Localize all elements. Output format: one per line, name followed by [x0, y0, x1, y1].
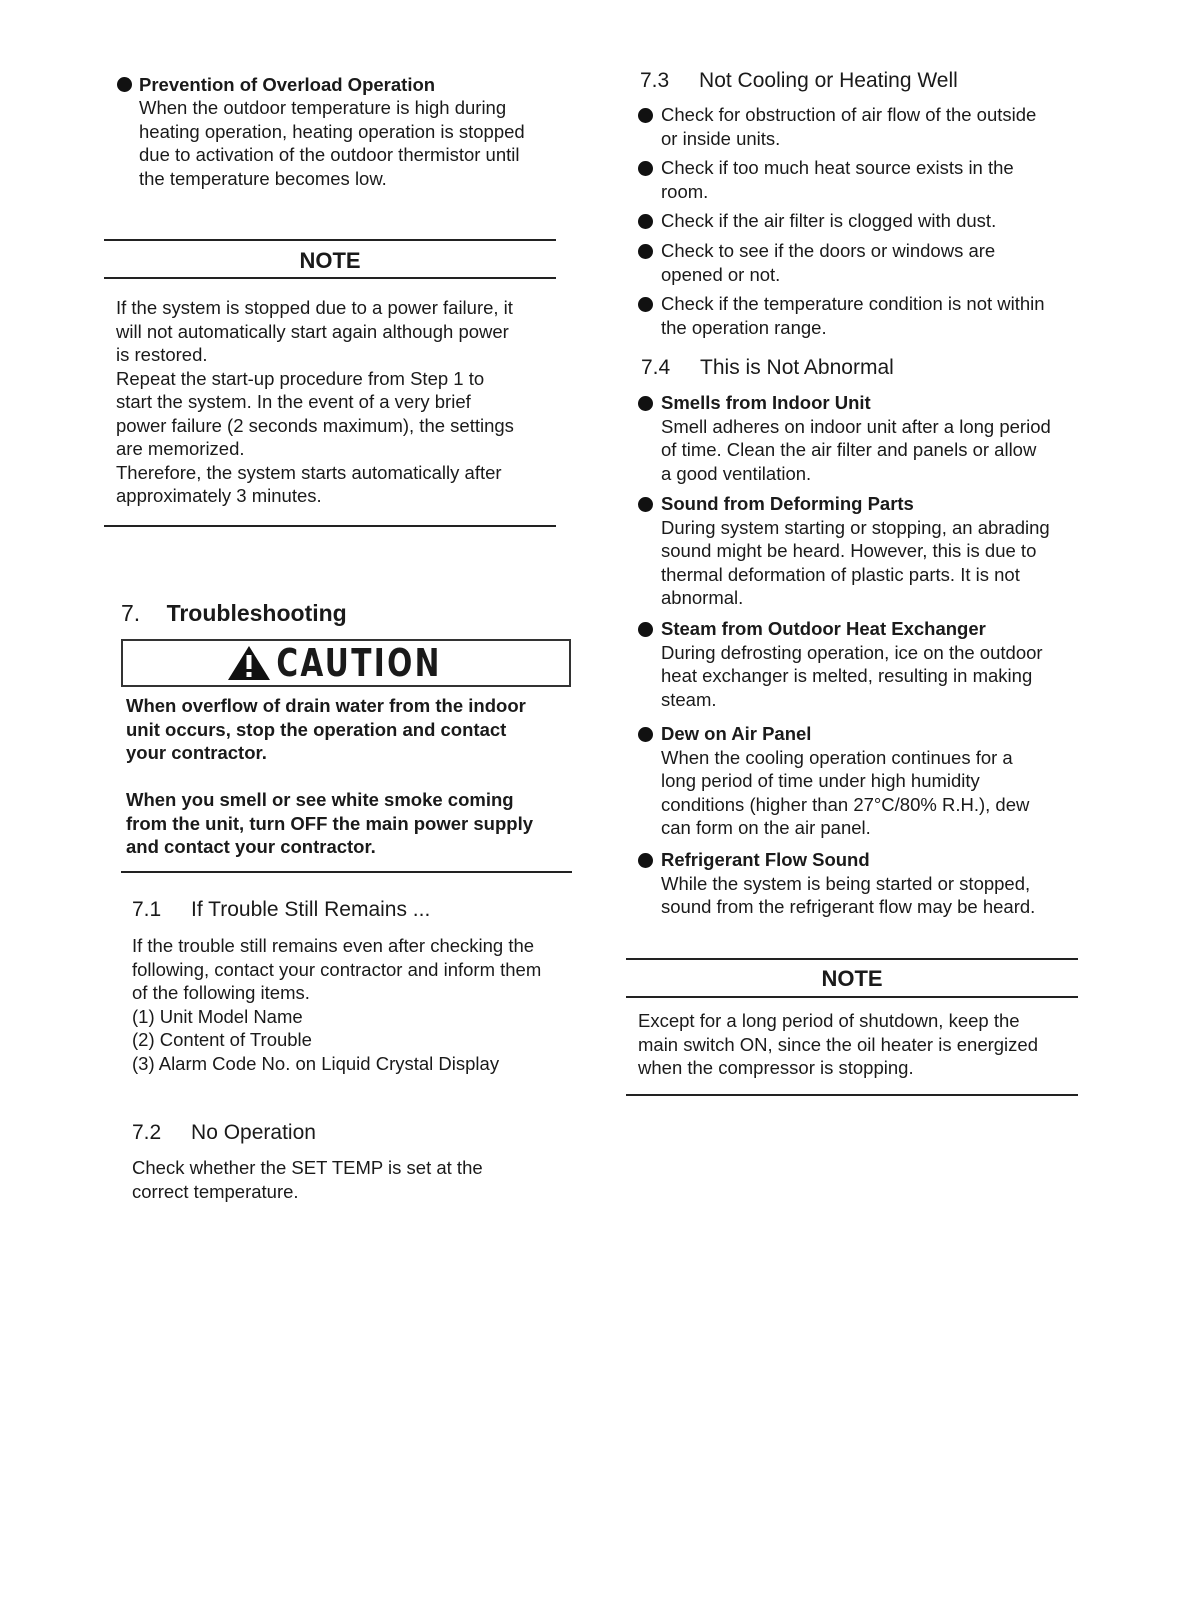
bullet-icon: [638, 622, 653, 637]
bullet-icon: [638, 161, 653, 176]
bullet-icon: [638, 297, 653, 312]
s74-title: This is Not Abnormal: [700, 356, 894, 379]
s74-item: Dew on Air Panel When the cooling operation continues for a long period of time under high humidity conditions (higher than 27°C/80% R.H.), dew can form on the air panel.: [661, 723, 1030, 838]
bullet-icon: [638, 214, 653, 229]
s71-text: If the trouble still remains even after checking the following, contact your contractor and inform them of the following items. (1) Unit Model Name (2) Content of Trouble (3) Alarm Code No. on Liquid Crystal Display: [132, 935, 542, 1074]
bullet-icon: [638, 727, 653, 742]
note2-mid-rule: [626, 996, 1078, 998]
caution-para2: When you smell or see white smoke coming from the unit, turn OFF the main power supply and contact your contractor.: [126, 789, 533, 857]
bullet-icon: [638, 396, 653, 411]
section7-heading: [121, 600, 347, 627]
bullet-icon: [638, 244, 653, 259]
s74-item: Smells from Indoor Unit Smell adheres on indoor unit after a long period of time. Clean the air filter and panels or allow a good ventilation.: [661, 392, 1051, 484]
s74-item: Steam from Outdoor Heat Exchanger During defrosting operation, ice on the outdoor heat exchanger is melted, resulting in making steam.: [661, 618, 1043, 710]
caution-banner: [121, 639, 571, 687]
caution-bottom-rule: [121, 871, 572, 873]
s71-heading: [132, 898, 430, 922]
note1-text: If the system is stopped due to a power failure, it will not automatically start again although power is restored. Repeat the start-up procedure from Step 1 to start the system. In the event of a very brief power failure (2 seconds maximum), the settings are memorized. Therefore, the system starts automatically after approximately 3 minutes.: [116, 297, 514, 506]
s73-number: 7.3: [640, 69, 670, 92]
s73-item: Check if too much heat source exists in the room.: [661, 157, 1014, 202]
note2-text: Except for a long period of shutdown, keep the main switch ON, since the oil heater is energized when the compressor is stopping.: [638, 1010, 1038, 1078]
note2-bottom-rule: [626, 1094, 1078, 1096]
s73-item: Check to see if the doors or windows are opened or not.: [661, 240, 996, 285]
s74-number: 7.4: [641, 356, 671, 379]
section7-title: Troubleshooting: [166, 600, 347, 626]
s72-number: 7.2: [132, 1121, 162, 1144]
overload-text: When the outdoor temperature is high during heating operation, heating operation is stopped due to activation of the outdoor thermistor until the temperature becomes low.: [139, 97, 525, 189]
section7-number: 7.: [121, 600, 141, 626]
caution-label: CAUTION: [276, 641, 442, 685]
note2-title: NOTE: [821, 966, 883, 991]
s73-heading: [640, 69, 958, 93]
bullet-icon: [638, 853, 653, 868]
s73-item: Check if the air filter is clogged with dust.: [661, 210, 997, 231]
s73-item: Check for obstruction of air flow of the outside or inside units.: [661, 104, 1037, 149]
warning-triangle-icon: [227, 645, 271, 681]
note1-top-rule: [104, 239, 556, 241]
note1-bottom-rule: [104, 525, 556, 527]
s71-number: 7.1: [132, 898, 162, 921]
note1-title: NOTE: [299, 248, 361, 273]
s72-heading: [132, 1121, 316, 1145]
s74-item: Refrigerant Flow Sound While the system is being started or stopped, sound from the refrigerant flow may be heard.: [661, 849, 1036, 917]
bullet-icon: [117, 77, 132, 92]
s72-text: Check whether the SET TEMP is set at the correct temperature.: [132, 1157, 483, 1202]
s74-item: Sound from Deforming Parts During system starting or stopping, an abrading sound might be heard. However, this is due to thermal deformation of plastic parts. It is not abnormal.: [661, 493, 1050, 608]
caution-para1: When overflow of drain water from the indoor unit occurs, stop the operation and contact your contractor.: [126, 695, 526, 763]
bullet-icon: [638, 497, 653, 512]
s74-heading: [641, 356, 894, 380]
s73-item: Check if the temperature condition is not within the operation range.: [661, 293, 1045, 338]
bullet-icon: [638, 108, 653, 123]
note2-top-rule: [626, 958, 1078, 960]
s73-title: Not Cooling or Heating Well: [699, 69, 958, 92]
note1-mid-rule: [104, 277, 556, 279]
overload-title: Prevention of Overload Operation: [139, 74, 436, 95]
s71-title: If Trouble Still Remains ...: [191, 898, 431, 921]
s72-title: No Operation: [191, 1121, 316, 1144]
